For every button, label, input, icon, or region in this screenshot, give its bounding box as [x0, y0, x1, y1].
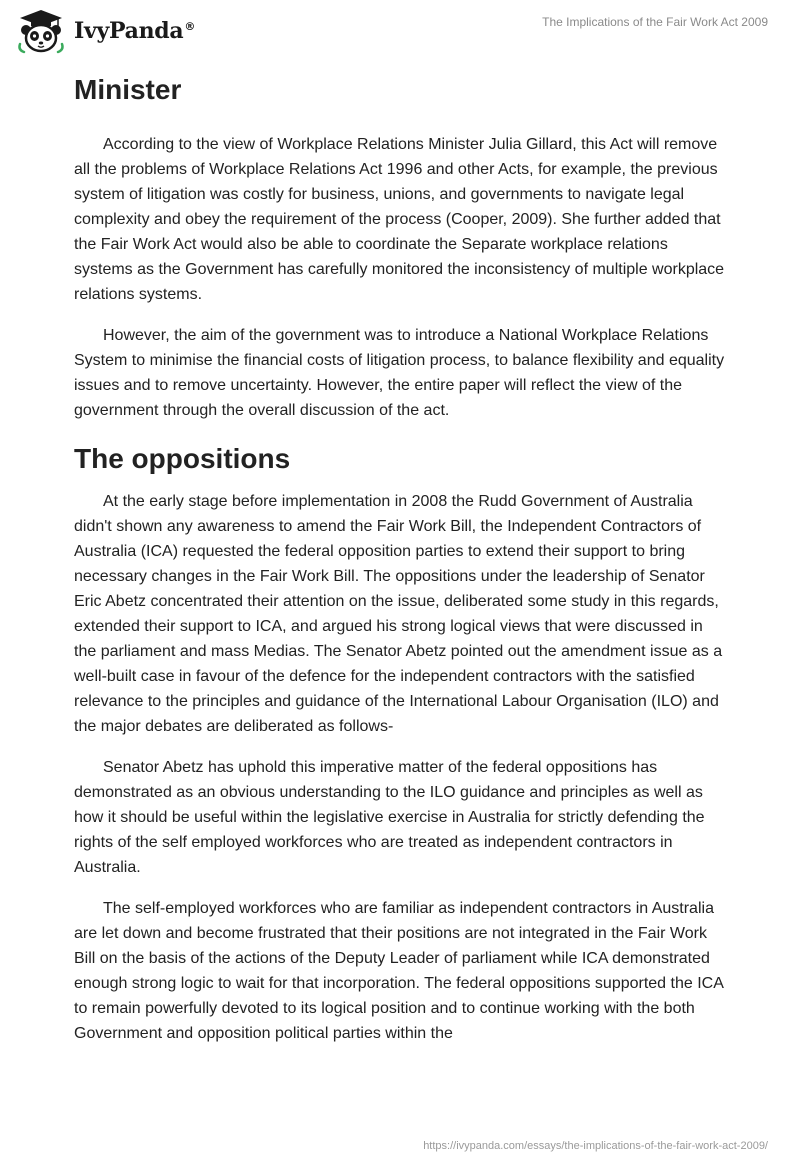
- paragraph: At the early stage before implementation in 2008 the Rudd Government of Australia didn't shown any awareness to amend the Fair Work Bill, the Independent Contractors of Australia (ICA) requested the federal opposition parties to extend their support to bring necessary changes in the Fair Work Bill. The oppositions under the leadership of Senator Eric Abetz concentrated their attention on the issue, deliberated some study in this regards, extended their support to ICA, and argued his strong logical views that were discussed in the parliament and mass Medias. The Senator Abetz pointed out the amendment issue as a well-built case in favour of the defence for the independent contractors with the satisfied relevance to the principles and guidance of the International Labour Organisation (ILO) and the major debates are deliberated as follows-: [74, 493, 723, 735]
- brand-logo-link[interactable]: [16, 8, 195, 54]
- panda-graduate-icon: [16, 8, 66, 54]
- paragraph: Senator Abetz has uphold this imperative matter of the federal oppositions has demonstrated as an obvious understanding to the ILO guidance and principles as well as how it should be useful within the legislative exercise in Australia for strictly defending the rights of the self employed workforces who are treated as independent contractors in Australia.: [74, 759, 705, 876]
- paragraph: The self-employed workforces who are familiar as independent contractors in Australia are let down and become frustrated that their positions are not integrated in the Fair Work Bill on the basis of the actions of the Deputy Leader of parliament while ICA demonstrated enough strong logic to wait for that incorporation. The federal oppositions supported the ICA to remain powerfully devoted to its logical position and to continue working with the both Government and opposition political parties within the: [74, 900, 723, 1042]
- document-title: The Implications of the Fair Work Act 2009: [542, 15, 768, 29]
- section-heading-oppositions: The oppositions: [74, 443, 291, 474]
- section-heading-minister: Minister: [74, 74, 182, 105]
- article-body: [74, 70, 726, 1062]
- paragraph: According to the view of Workplace Relations Minister Julia Gillard, this Act will remove all the problems of Workplace Relations Act 1996 and other Acts, for example, the previous system of litigation was costly for business, unions, and governments to navigate legal complexity and obey the requirement of the process (Cooper, 2009). She further added that the Fair Work Act would also be able to coordinate the Separate workplace relations systems as the Government has carefully monitored the inconsistency of multiple workplace relations systems.: [74, 136, 725, 303]
- paragraph: However, the aim of the government was to introduce a National Workplace Relations System to minimise the financial costs of litigation process, to balance flexibility and equality issues and to remove uncertainty. However, the entire paper will reflect the view of the government through the overall discussion of the act.: [74, 327, 725, 419]
- brand-name: IvyPanda®: [74, 18, 196, 44]
- source-url-link[interactable]: https://ivypanda.com/essays/the-implications-of-the-fair-work-act-2009/: [423, 1140, 768, 1152]
- page-header: [0, 0, 800, 64]
